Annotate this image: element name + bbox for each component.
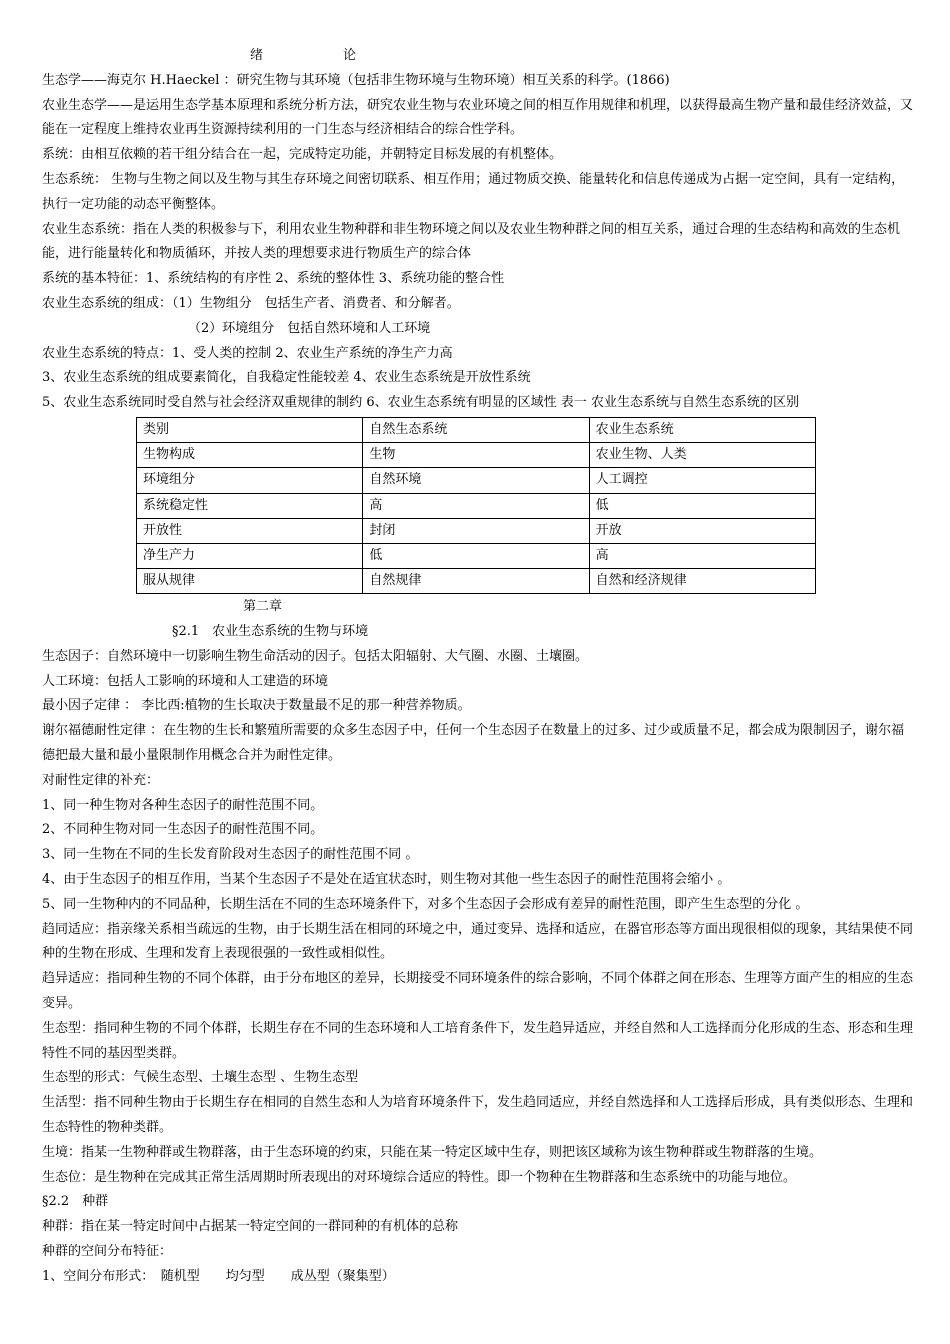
table-cell: 类别 <box>137 417 363 442</box>
table-cell: 农业生态系统 <box>589 417 815 442</box>
paragraph: 系统：由相互依赖的若干组分结合在一起，完成特定功能，并朝特定目标发展的有机整体。 <box>42 147 563 163</box>
table-cell: 环境组分 <box>137 468 363 493</box>
list-item: 2、不同种生物对同一生态因子的耐性范围不同。 <box>42 822 324 838</box>
table-cell: 低 <box>589 493 815 518</box>
list-item: 1、同一种生物对各种生态因子的耐性范围不同。 <box>42 797 324 813</box>
paragraph: 种群：指在某一特定时间中占据某一特定空间的一群同种的有机体的总称 <box>42 1219 459 1235</box>
section-heading: §2.2 种群 <box>42 1194 109 1210</box>
table-cell: 低 <box>363 543 589 568</box>
paragraph: 趋异适应：指同种生物的不同个体群，由于分布地区的差异，长期接受不同环境条件的综合影响，不同个体群之间在形态、生理等方面产生的相应的生态变异。 <box>42 971 914 1012</box>
table-cell: 生物 <box>363 443 589 468</box>
chapter-title: 绪 论 <box>250 48 375 63</box>
table-row <box>137 443 816 468</box>
paragraph: 系统的基本特征：1、系统结构的有序性 2、系统的整体性 3、系统功能的整合性 <box>42 271 505 287</box>
table-cell: 人工调控 <box>589 468 815 493</box>
paragraph: 生态系统： 生物与生物之间以及生物与其生存环境之间密切联系、相互作用；通过物质交换、能量转化和信息传递成为占据一定空间，具有一定结构，执行一定功能的动态平衡整体。 <box>42 171 905 212</box>
table-row <box>137 417 816 442</box>
paragraph: 生态位：是生物种在完成其正常生活周期时所表现出的对环境综合适应的特性。即一个物种在生物群落和生态系统中的功能与地位。 <box>42 1169 797 1185</box>
table-cell: 系统稳定性 <box>137 493 363 518</box>
table-row <box>137 518 816 543</box>
table-row <box>137 493 816 518</box>
paragraph: 对耐性定律的补充： <box>42 772 160 788</box>
paragraph: 农业生态学——是运用生态学基本原理和系统分析方法，研究农业生物与农业环境之间的相互作用规律和机理，以获得最高生物产量和最佳经济效益，又能在一定程度上维持农业再生资源持续利用的一门生态与经济相结合的综合性学科。 <box>42 97 914 138</box>
table-cell: 自然环境 <box>363 468 589 493</box>
paragraph: 生态型的形式：气候生态型、土壤生态型 、生物生态型 <box>42 1070 359 1086</box>
table-row <box>137 569 816 594</box>
table-cell: 自然规律 <box>363 569 589 594</box>
paragraph: 人工环境：包括人工影响的环境和人工建造的环境 <box>42 673 329 689</box>
list-item: 4、由于生态因子的相互作用，当某个生态因子不是处在适宜状态时，则生物对其他一些生态因子的耐性范围将会缩小 。 <box>42 872 731 888</box>
list-item: 3、同一生物在不同的生长发育阶段对生态因子的耐性范围不同 。 <box>42 847 419 863</box>
paragraph: 生境：指某一生物种群或生物群落，由于生态环境的约束，只能在某一特定区域中生存，则把该区域称为该生物种群或生物群落的生境。 <box>42 1144 823 1160</box>
chapter-heading: 第二章 <box>243 599 283 615</box>
paragraph: 生态因子：自然环境中一切影响生物生命活动的因子。包括太阳辐射、大气圈、水圈、土壤圈。 <box>42 648 589 664</box>
paragraph: （2）环境组分 包括自然环境和人工环境 <box>188 320 431 336</box>
table-cell: 开放 <box>589 518 815 543</box>
table-cell: 自然生态系统 <box>363 417 589 442</box>
table-row <box>137 468 816 493</box>
table-cell: 封闭 <box>363 518 589 543</box>
table-cell: 自然和经济规律 <box>589 569 815 594</box>
table-cell: 服从规律 <box>137 569 363 594</box>
table-cell: 生物构成 <box>137 443 363 468</box>
paragraph: 种群的空间分布特征： <box>42 1243 173 1259</box>
section-heading: §2.1 农业生态系统的生物与环境 <box>172 624 369 640</box>
paragraph: 农业生态系统的组成：（1）生物组分 包括生产者、消费者、和分解者。 <box>42 295 460 311</box>
paragraph: 趋同适应：指亲缘关系相当疏远的生物，由于长期生活在相同的环境之中，通过变异、选择和适应，在器官形态等方面出现很相似的现象，其结果使不同种的生物在形成、生理和发育上表现很强的一致性或相似性。 <box>42 921 914 962</box>
paragraph: 生活型：指不同种生物由于长期生存在相同的自然生态和人为培育环境条件下，发生趋同适应，并经自然选择和人工选择后形成，具有类似形态、生理和生态特性的物种类群。 <box>42 1095 914 1135</box>
table-cell: 开放性 <box>137 518 363 543</box>
paragraph: 1、空间分布形式： 随机型 均匀型 成丛型（聚集型） <box>42 1268 395 1284</box>
comparison-table <box>136 417 816 594</box>
table-row <box>137 543 816 568</box>
table-cell: 高 <box>363 493 589 518</box>
paragraph: 最小因子定律 ： 李比西:植物的生长取决于数量最不足的那一种营养物质。 <box>42 698 471 714</box>
paragraph: 5、农业生态系统同时受自然与社会经济双重规律的制约 6、农业生态系统有明显的区域性 表一 农业生态系统与自然生态系统的区别 <box>42 395 799 411</box>
table-cell: 净生产力 <box>137 543 363 568</box>
paragraph: 3、农业生态系统的组成要素简化，自我稳定性能较差 4、农业生态系统是开放性系统 <box>42 370 531 386</box>
document-body <box>42 44 914 1290</box>
paragraph: 生态学——海克尔 H.Haeckel ：研究生物与其环境（包括非生物环境与生物环境）相互关系的科学。(1866) <box>42 72 670 88</box>
table-cell: 农业生物、人类 <box>589 443 815 468</box>
paragraph: 生态型：指同种生物的不同个体群，长期生存在不同的生态环境和人工培育条件下，发生趋异适应，并经自然和人工选择而分化形成的生态、形态和生理特性不同的基因型类群。 <box>42 1020 914 1061</box>
paragraph: 谢尔福德耐性定律 ：在生物的生长和繁殖所需要的众多生态因子中，任何一个生态因子在数量上的过多、过少或质量不足，都会成为限制因子，谢尔福德把最大量和最小量限制作用概念合并为耐性定律。 <box>42 723 905 764</box>
list-item: 5、同一生物种内的不同品种，长期生活在不同的生态环境条件下，对多个生态因子会形成有差异的耐性范围，即产生生态型的分化 。 <box>42 896 809 912</box>
paragraph: 农业生态系统的特点：1、受人类的控制 2、农业生产系统的净生产力高 <box>42 345 453 361</box>
table-cell: 高 <box>589 543 815 568</box>
paragraph: 农业生态系统：指在人类的积极参与下，利用农业生物种群和非生物环境之间以及农业生物种群之间的相互关系，通过合理的生态结构和高效的生态机能，进行能量转化和物质循环，并按人类的理想要求进行物质生产的综合体 <box>42 221 901 262</box>
